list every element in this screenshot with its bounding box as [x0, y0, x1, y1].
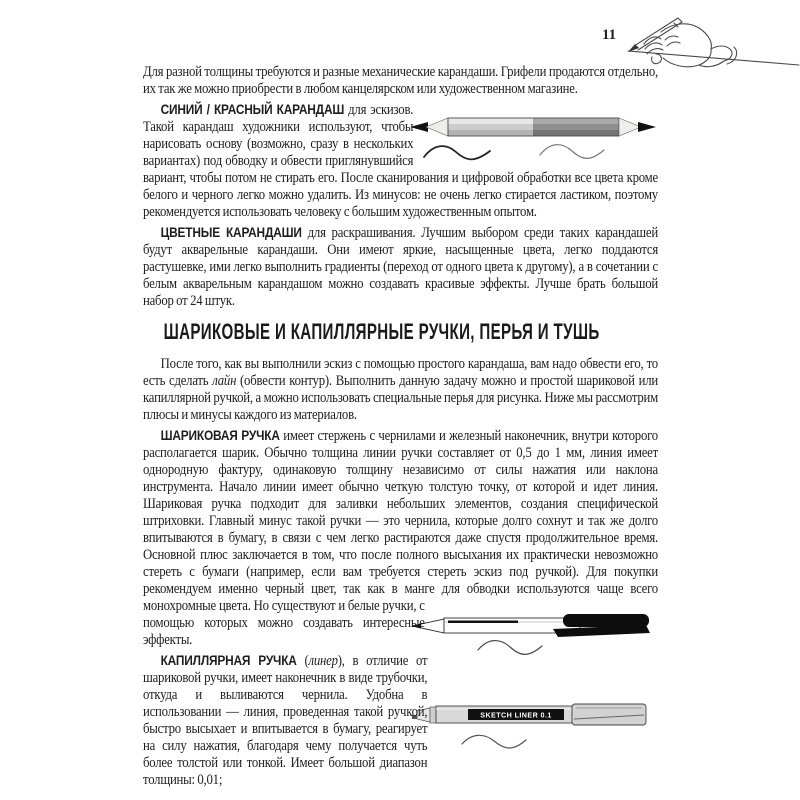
paragraph-text: для эскизов. Такой карандаш художники используют, чтобы нарисовать основу (возможно, сразу в нескольких вариантах) под обводку и обвести приглянувшийся вариант, чтобы потом не стирать его. После сканирования и цифровой обработки все цвета кроме белого и черного легко можно удалить. Из минусов: не очень легко стирается ластиком, поэтому рекомендуется использовать человеку с большим художественным опытом. — [143, 102, 658, 220]
pencil-body — [634, 18, 682, 50]
liner-float-spacer — [427, 652, 658, 800]
paragraph-text: ), — [337, 653, 353, 669]
paragraph-text: После того, как вы выполнили эскиз с помощью простого карандаша, вам надо обвести его, то есть сделать — [143, 356, 658, 389]
run-in-heading-blue-red: СИНИЙ / КРАСНЫЙ КАРАНДАШ — [160, 102, 345, 117]
paragraph-text: (обвести контур). Выполнить данную задачу можно и простой шариковой или капиллярной ручкой, а можно использовать специальные перья для рисунка. Ниже мы рассмотрим плюсы и минусы каждого из материалов. — [143, 373, 658, 423]
hand-bottom — [663, 49, 711, 67]
paragraph-blue-red-pencil — [143, 101, 658, 221]
paragraph-colored-pencils — [143, 224, 658, 310]
paragraph-text: Для разной толщины требуются и разные механические карандаши. Грифели продаются отдельно, их так же можно приобрести в любом канцелярском или художественном магазине. — [143, 64, 658, 97]
italic-term-liner: линер — [308, 653, 338, 669]
hand-with-pencil-illustration — [608, 2, 800, 72]
section-heading: ШАРИКОВЫЕ И КАПИЛЛЯРНЫЕ РУЧКИ, ПЕРЬЯ И ТУШЬ — [163, 319, 600, 344]
cuff-lines — [699, 46, 737, 67]
page-number: 11 — [602, 27, 617, 43]
knuckle-lines — [665, 36, 680, 46]
paragraph-intro — [143, 64, 658, 98]
pencil-float-spacer — [413, 101, 658, 165]
paragraph-text: ( — [296, 653, 309, 669]
run-in-heading-colored: ЦВЕТНЫЕ КАРАНДАШИ — [160, 225, 302, 240]
liner-label-text: SKETCH LINER 0.1 — [480, 710, 552, 720]
thumb-line — [652, 54, 662, 64]
paragraph-inking-intro — [143, 356, 658, 424]
run-in-heading-ballpoint: ШАРИКОВАЯ РУЧКА — [160, 428, 280, 443]
paragraph-text: имеет стержень с чернилами и железный наконечник, внутри которого располагается шарик. Обычно толщина линии ручки составляет от 0,5 до 1 мм, линия имеет однородную фактуру, одинаковую толщину независимо от силы нажатия или наклона инструмента. Начало линии имеет обычно четкую толстую точку, от которой и идет линия. Шариковая ручка подходит для заливки небольших элементов, создания специфической штриховки. Главный минус такой ручки — это чернила, которые долго сохнут и так же долго впитываются в бумагу, в связи с чем легко растираются даже спустя продолжительное время. Основной плюс заключается в том, что после полного высыхания их практически невозможно стереть с бумаги (например, если вам требуется стереть эскиз под ручкой). Для покупки рекомендуем именно черный цвет, так как в манге для обводки используются чаще всего монохромные цвета. Но — [143, 428, 658, 614]
paragraph-ballpoint-pen — [143, 427, 658, 649]
text-column — [143, 64, 658, 800]
pencil-tip — [628, 44, 639, 52]
paragraph-text: существуют и белые ручки, с помощью которых можно создавать интересные эффекты. — [143, 598, 425, 648]
run-in-heading-liner: КАПИЛЛЯРНАЯ РУЧКА — [160, 653, 297, 668]
paragraph-liner-pen — [143, 652, 658, 789]
ballpoint-float-spacer — [425, 598, 658, 638]
italic-term-line: лайн — [212, 373, 237, 389]
paragraph-text: для раскрашивания. Лучшим выбором среди таких карандашей будут акварельные карандаши. Они имеют яркие, насыщенные цвета, легко поддаются растушевке, ими легко выполнить градиенты (переход от одного цвета к другому), а в сочетании с белым акварельным карандашом можно создавать красивые эффекты. Лучше брать большой набор от 24 штук. — [143, 225, 658, 309]
paragraph-text: в отличие от шариковой ручки, имеет наконечник в виде трубочки, откуда и выливаются чернила. Удобна в использовании — линия, проведенная такой ручкой, быстро высыхает и впитывается в бумагу, реагирует на силу нажатия, благодаря чему получается чуть более толстой или тонкой. Имеет большой диапазон толщины: 0,01; — [143, 653, 428, 788]
